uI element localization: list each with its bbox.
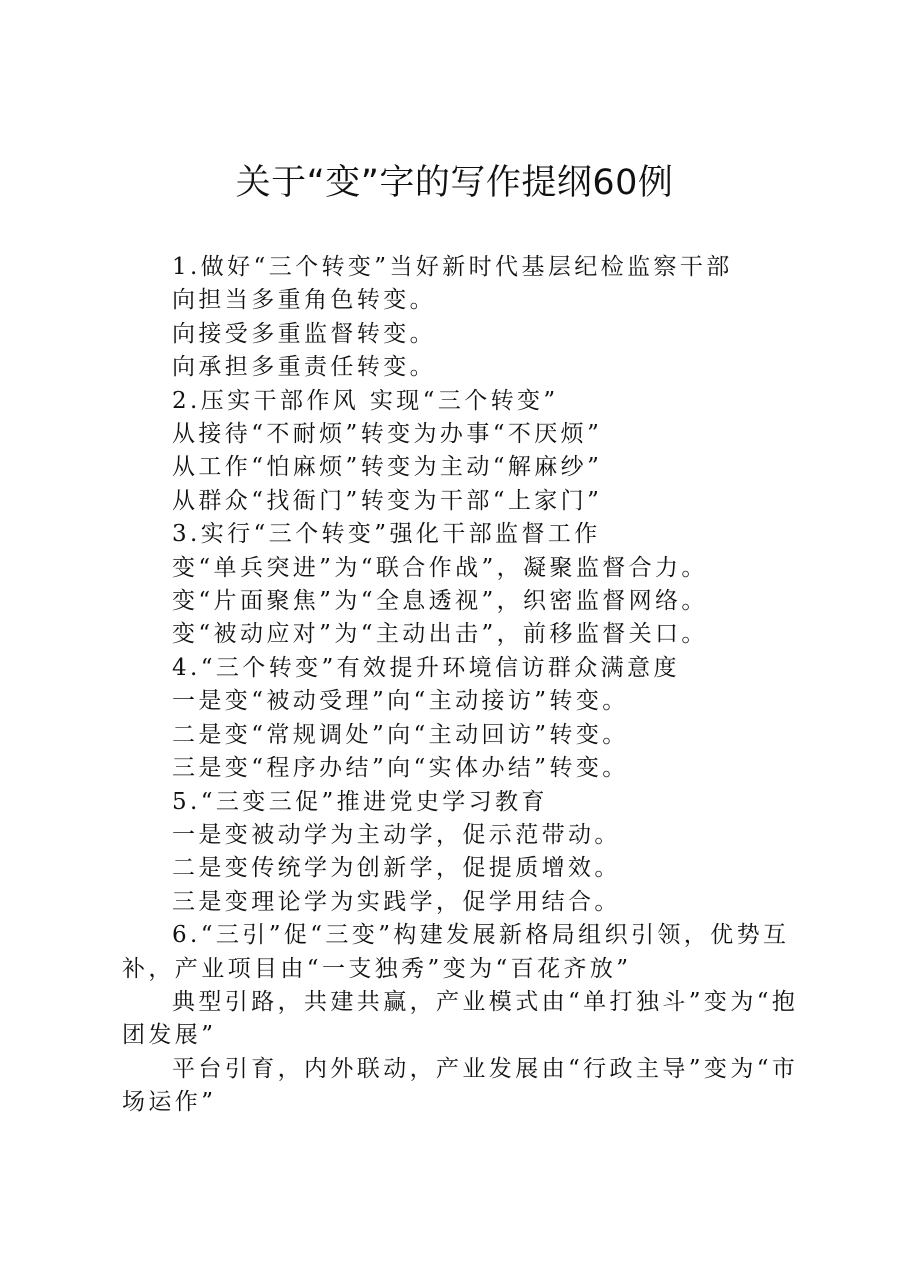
- text-line: 向担当多重角色转变。: [172, 287, 436, 314]
- text-line: 二是变传统学为创新学，促提质增效。: [172, 855, 621, 882]
- text-line: 变“单兵突进”为“联合作战”，凝聚监督合力。: [172, 554, 708, 581]
- document-body: [122, 251, 812, 1120]
- text-line: 变“被动应对”为“主动出击”，前移监督关口。: [172, 621, 708, 648]
- text-line: 2.压实干部作风 实现“三个转变”: [172, 387, 559, 414]
- text-line: 二是变“常规调处”向“主动回访”转变。: [172, 721, 629, 748]
- text-line: 1.做好“三个转变”当好新时代基层纪检监察干部: [172, 254, 733, 280]
- text-line: 5.“三变三促”推进党史学习教育: [172, 788, 548, 815]
- text-line: 变“片面聚焦”为“全息透视”，织密监督网络。: [172, 588, 708, 615]
- document-title: 关于“变”字的写作提纲60例: [235, 163, 674, 203]
- text-line: 三是变“程序办结”向“实体办结”转变。: [172, 755, 629, 782]
- text-paragraph: 平台引育，内外联动，产业发展由“行政主导”变为“市场运作”: [122, 1055, 799, 1116]
- text-line: 三是变理论学为实践学，促学用结合。: [172, 888, 621, 915]
- text-paragraph: 典型引路，共建共赢，产业模式由“单打独斗”变为“抱团发展”: [122, 988, 799, 1049]
- text-line: 3.实行“三个转变”强化干部监督工作: [172, 521, 601, 548]
- text-paragraph: 6.“三引”促“三变”构建发展新格局组织引领，优势互补，产业项目由“一支独秀”变为“百花齐放”: [122, 922, 790, 982]
- text-line: 4.“三个转变”有效提升环境信访群众满意度: [172, 654, 680, 681]
- text-line: 从工作“怕麻烦”转变为主动“解麻纱”: [172, 454, 603, 481]
- text-line: 向接受多重监督转变。: [172, 320, 436, 347]
- text-line: 向承担多重责任转变。: [172, 354, 436, 381]
- text-line: 一是变被动学为主动学，促示范带动。: [172, 821, 621, 848]
- text-line: 一是变“被动受理”向“主动接访”转变。: [172, 688, 629, 715]
- text-line: 从接待“不耐烦”转变为办事“不厌烦”: [172, 421, 603, 448]
- text-line: 从群众“找衙门”转变为干部“上家门”: [172, 487, 603, 514]
